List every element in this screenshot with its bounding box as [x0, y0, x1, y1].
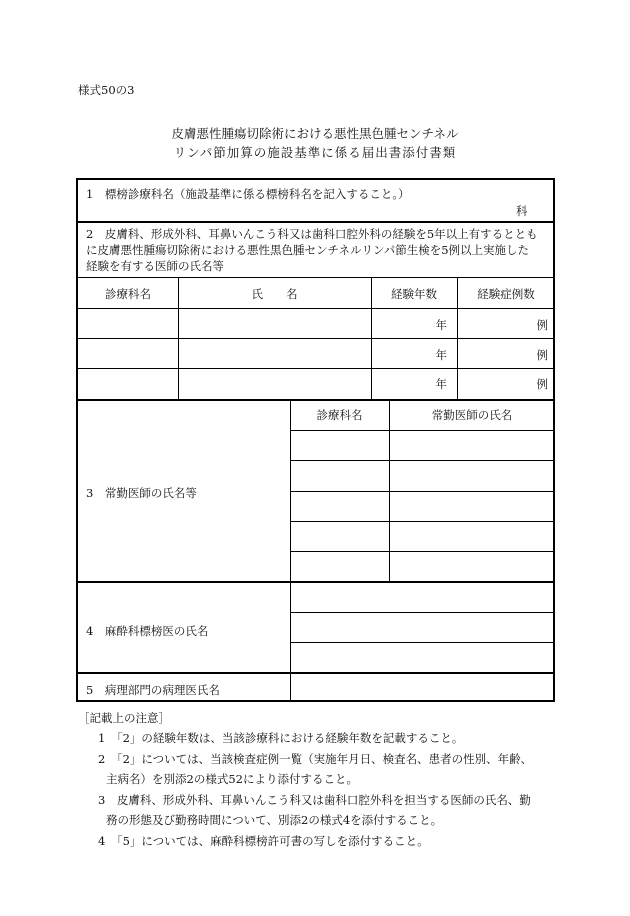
section2-text-line1: 2 皮膚科、形成外科、耳鼻いんこう科又は歯科口腔外科の経験を5年以上有するととも [86, 227, 538, 241]
section3-label: 3 常勤医師の氏名等 [86, 486, 197, 500]
divider [78, 399, 555, 401]
row2-years-unit: 年 [435, 348, 447, 362]
section2-text-line2: に皮膚悪性腫瘍切除術における悪性黒色腫センチネルリンパ節生検を5例以上実施した [86, 243, 530, 257]
divider [371, 277, 372, 400]
divider [290, 521, 555, 522]
row3-years-unit: 年 [435, 377, 447, 391]
section4-label: 4 麻酔科標榜医の氏名 [86, 624, 209, 638]
form-table [76, 178, 555, 702]
divider [78, 672, 555, 674]
divider [290, 491, 555, 492]
notes [78, 707, 558, 847]
divider [290, 642, 555, 643]
notes-heading: ［記載上の注意］ [78, 711, 170, 725]
divider [78, 277, 555, 278]
s3-header-dept: 診療科名 [316, 408, 363, 422]
divider [457, 277, 458, 400]
divider [78, 221, 555, 223]
divider [78, 338, 555, 339]
note-item: 務の形態及び勤務時間について、別添2の様式4を添付すること。 [106, 813, 443, 827]
divider [290, 430, 555, 431]
divider [78, 368, 555, 369]
section1-unit: 科 [516, 204, 528, 218]
row3-cases-unit: 例 [536, 377, 548, 391]
section2-text-line3: 経験を有する医師の氏名等 [86, 259, 224, 273]
note-item: 3 皮膚科、形成外科、耳鼻いんこう科又は歯科口腔外科を担当する医師の氏名、勤 [98, 793, 531, 807]
form-id: 様式50の3 [78, 83, 135, 97]
form-title-line1: 皮膚悪性腫瘍切除術における悪性黒色腫センチネル [171, 126, 459, 141]
divider [178, 277, 179, 400]
col-header-name: 氏 名 [251, 287, 298, 301]
col-header-cases: 経験症例数 [477, 287, 535, 301]
divider [290, 612, 555, 613]
row1-cases-unit: 例 [536, 318, 548, 332]
divider [78, 581, 555, 583]
note-item: 2 「2」については、当該検査症例一覧（実施年月日、検査名、患者の性別、年齢、 [98, 752, 533, 766]
col-header-dept: 診療科名 [105, 287, 151, 301]
divider [290, 551, 555, 552]
row2-cases-unit: 例 [536, 348, 548, 362]
note-item: 1 「2」の経験年数は、当該診療科における経験年数を記載すること。 [98, 731, 464, 745]
section5-label: 5 病理部門の病理医氏名 [86, 683, 220, 697]
note-item: 主病名）を別添2の様式52により添付すること。 [106, 772, 358, 786]
divider [290, 460, 555, 461]
section1-label: 1 標榜診療科名（施設基準に係る標榜科名を記入すること。） [86, 187, 410, 201]
row1-years-unit: 年 [435, 318, 447, 332]
form-title-line2: リンパ節加算の施設基準に係る届出書添付書類 [173, 145, 457, 160]
note-item: 4 「5」については、麻酔科標榜許可書の写しを添付すること。 [98, 834, 429, 848]
s3-header-doctor: 常勤医師の氏名 [431, 408, 513, 422]
col-header-years: 経験年数 [391, 287, 437, 301]
divider [78, 308, 555, 309]
